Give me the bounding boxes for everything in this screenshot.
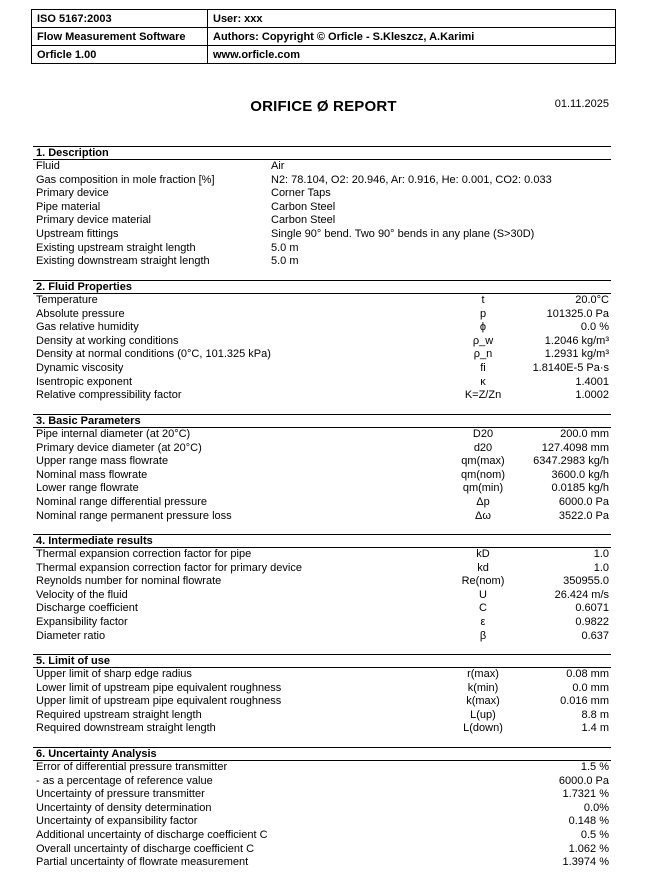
row-label: Temperature (36, 294, 98, 306)
row-symbol: qm(min) (462, 482, 504, 495)
table-row (33, 214, 611, 228)
row-symbol: K=Z/Zn (464, 389, 502, 402)
basic-parameters-section (33, 414, 611, 523)
row-value: 0.637 (581, 629, 609, 642)
fluid-properties-section (33, 280, 611, 403)
row-value: 0.6071 (575, 602, 609, 615)
table-row (33, 843, 611, 857)
row-label: Lower range flowrate (36, 482, 139, 495)
uncertainty-analysis-section (33, 747, 611, 870)
section-title: 6. Uncertainty Analysis (33, 747, 611, 761)
row-value: 127.4098 mm (541, 441, 609, 454)
row-value: 3600.0 kg/h (551, 468, 609, 481)
table-row (33, 496, 611, 510)
table-row (33, 709, 611, 723)
row-value: Carbon Steel (271, 200, 336, 213)
table-row (33, 630, 611, 644)
table-row (33, 695, 611, 709)
row-symbol: fi (480, 361, 486, 374)
row-label: Primary device (36, 187, 109, 200)
website-cell: www.orficle.com (208, 46, 616, 64)
row-value: 8.8 m (581, 708, 609, 721)
row-value: 26.424 m/s (554, 588, 609, 601)
row-label: Absolute pressure (36, 307, 125, 320)
row-symbol: L(up) (470, 708, 496, 721)
row-value: 1.4 m (581, 722, 609, 735)
table-row (33, 174, 611, 188)
row-value: 1.2931 kg/m³ (544, 348, 609, 361)
table-row (33, 589, 611, 603)
row-value: N2: 78.104, O2: 20.946, Ar: 0.916, He: 0.001, CO2: 0.033 (271, 173, 552, 186)
table-row (33, 802, 611, 816)
row-symbol: ϕ (479, 321, 487, 334)
row-symbol: ρ_w (472, 334, 494, 347)
row-symbol: κ (480, 375, 486, 388)
table-row (33, 616, 611, 630)
row-label: Nominal mass flowrate (36, 468, 148, 481)
table-row (33, 389, 611, 403)
table-row (33, 562, 611, 576)
row-value: 6347.2983 kg/h (533, 455, 609, 468)
row-symbol: U (479, 588, 487, 601)
row-label: Existing downstream straight length (36, 255, 210, 268)
row-symbol: L(down) (463, 722, 503, 735)
table-row (33, 482, 611, 496)
table-row (33, 160, 611, 174)
row-value: Corner Taps (271, 187, 331, 200)
row-value: Air (271, 160, 285, 172)
intermediate-results-section (33, 534, 611, 643)
row-value: 1.3974 % (562, 856, 609, 869)
report-title: ORIFICE Ø REPORT (250, 98, 397, 115)
table-row (33, 428, 611, 442)
row-symbol: qm(max) (461, 455, 505, 468)
table-row (33, 242, 611, 256)
row-symbol: ρ_n (473, 348, 493, 361)
row-value: 1.4001 (575, 375, 609, 388)
row-symbol: β (479, 629, 487, 642)
row-label: Gas relative humidity (36, 321, 139, 334)
row-symbol: k(min) (467, 681, 499, 694)
row-label: Nominal range differential pressure (36, 495, 207, 508)
table-row (33, 455, 611, 469)
row-symbol: kD (476, 548, 490, 560)
table-row (33, 469, 611, 483)
row-value: 1.0 (593, 548, 609, 560)
description-section (33, 146, 611, 269)
row-label: Velocity of the fluid (36, 588, 128, 601)
table-row (33, 201, 611, 215)
row-symbol: ε (480, 615, 486, 628)
table-row (33, 376, 611, 390)
report-date: 01.11.2025 (554, 98, 609, 110)
row-label: Lower limit of upstream pipe equivalent roughness (36, 681, 282, 694)
row-value: 0.9822 (575, 615, 609, 628)
section-title: 3. Basic Parameters (33, 414, 611, 428)
row-label: Dynamic viscosity (36, 361, 124, 374)
table-row (33, 829, 611, 843)
row-value: 200.0 mm (560, 428, 609, 440)
row-value: 20.0°C (575, 294, 609, 306)
row-label: Discharge coefficient (36, 602, 138, 615)
table-row (33, 308, 611, 322)
table-row (33, 761, 611, 775)
row-label: Gas composition in mole fraction [%] (36, 173, 215, 186)
section-title: 4. Intermediate results (33, 534, 611, 548)
limit-of-use-section (33, 654, 611, 736)
table-row (33, 548, 611, 562)
row-label: Pipe internal diameter (at 20°C) (36, 428, 191, 440)
row-label: Upper limit of sharp edge radius (36, 668, 192, 680)
row-label: Density at normal conditions (0°C, 101.325 kPa) (36, 348, 271, 361)
row-label: Primary device material (36, 214, 151, 227)
row-value: 0.5 % (580, 828, 609, 841)
row-value: 350955.0 (563, 575, 609, 588)
row-label: Primary device diameter (at 20°C) (36, 441, 202, 454)
row-value: 3522.0 Pa (558, 509, 609, 522)
row-label: - as a percentage of reference value (36, 774, 213, 787)
row-symbol: p (479, 307, 487, 320)
row-label: Partial uncertainty of flowrate measurement (36, 856, 249, 869)
software-cell: Flow Measurement Software (32, 28, 208, 46)
table-row (33, 294, 611, 308)
row-label: Thermal expansion correction factor for pipe (36, 548, 252, 560)
table-row (33, 775, 611, 789)
row-label: Density at working conditions (36, 334, 179, 347)
row-label: Overall uncertainty of discharge coefficient C (36, 842, 255, 855)
section-title: 1. Description (33, 146, 611, 160)
row-symbol: C (479, 602, 487, 615)
section-title: 5. Limit of use (33, 654, 611, 668)
row-label: Relative compressibility factor (36, 389, 182, 402)
table-row (33, 348, 611, 362)
table-row (33, 321, 611, 335)
row-value: 0.016 mm (560, 695, 609, 708)
row-value: 0.0 % (580, 321, 609, 334)
table-row (33, 575, 611, 589)
row-value: 101325.0 Pa (546, 307, 609, 320)
row-symbol: Δp (476, 495, 490, 508)
table-row (33, 335, 611, 349)
table-row (33, 510, 611, 524)
row-value: 1.5 % (580, 761, 609, 773)
row-label: Pipe material (36, 200, 101, 213)
table-row (33, 602, 611, 616)
row-label: Uncertainty of pressure transmitter (36, 788, 205, 801)
report-header-table (31, 9, 616, 64)
row-value: 5.0 m (271, 241, 299, 254)
table-row (33, 255, 611, 269)
authors-cell: Authors: Copyright © Orficle - S.Kleszcz, A.Karimi (208, 28, 616, 46)
row-value: 0.08 mm (566, 668, 609, 680)
row-label: Diameter ratio (36, 629, 106, 642)
row-label: Upper limit of upstream pipe equivalent roughness (36, 695, 282, 708)
version-cell: Orficle 1.00 (32, 46, 208, 64)
row-value: 0.0% (583, 801, 609, 814)
row-symbol: Re(nom) (461, 575, 505, 588)
row-symbol: Δω (475, 509, 491, 522)
row-label: Required downstream straight length (36, 722, 216, 735)
row-label: Error of differential pressure transmitter (36, 761, 228, 773)
row-value: 1.062 % (568, 842, 609, 855)
row-value: 0.148 % (568, 815, 609, 828)
row-label: Thermal expansion correction factor for primary device (36, 561, 302, 574)
table-row (33, 442, 611, 456)
table-row (33, 856, 611, 870)
row-label: Upper range mass flowrate (36, 455, 169, 468)
row-symbol: k(max) (466, 695, 500, 708)
table-row (33, 682, 611, 696)
table-row (33, 362, 611, 376)
row-value: 1.2046 kg/m³ (544, 334, 609, 347)
row-label: Nominal range permanent pressure loss (36, 509, 232, 522)
row-symbol: t (481, 294, 485, 306)
row-value: Carbon Steel (271, 214, 336, 227)
table-row (33, 815, 611, 829)
standard-cell: ISO 5167:2003 (32, 10, 208, 28)
table-row (33, 187, 611, 201)
table-row (33, 788, 611, 802)
section-title: 2. Fluid Properties (33, 280, 611, 294)
row-value: 0.0 mm (572, 681, 609, 694)
row-symbol: kd (477, 561, 489, 574)
row-value: 6000.0 Pa (558, 495, 609, 508)
user-cell: User: xxx (208, 10, 616, 28)
row-value: 5.0 m (271, 255, 299, 268)
row-label: Uncertainty of expansibility factor (36, 815, 198, 828)
row-value: Single 90° bend. Two 90° bends in any plane (S>30D) (271, 227, 535, 240)
row-label: Upstream fittings (36, 227, 119, 240)
table-row (33, 228, 611, 242)
table-row (33, 722, 611, 736)
row-label: Expansibility factor (36, 615, 128, 628)
table-row (33, 668, 611, 682)
row-symbol: qm(nom) (460, 468, 505, 481)
row-label: Uncertainty of density determination (36, 801, 212, 814)
row-label: Reynolds number for nominal flowrate (36, 575, 222, 588)
row-value: 1.8140E-5 Pa·s (532, 361, 609, 374)
row-value: 6000.0 Pa (558, 774, 609, 787)
row-value: 1.7321 % (562, 788, 609, 801)
row-label: Fluid (36, 160, 60, 172)
row-label: Required upstream straight length (36, 708, 202, 721)
row-label: Isentropic exponent (36, 375, 133, 388)
row-symbol: D20 (472, 428, 494, 440)
row-value: 1.0 (593, 561, 609, 574)
row-symbol: d20 (473, 441, 493, 454)
row-value: 1.0002 (575, 389, 609, 402)
row-value: 0.0185 kg/h (551, 482, 609, 495)
row-label: Additional uncertainty of discharge coefficient C (36, 828, 268, 841)
row-label: Existing upstream straight length (36, 241, 196, 254)
row-symbol: r(max) (467, 668, 499, 680)
